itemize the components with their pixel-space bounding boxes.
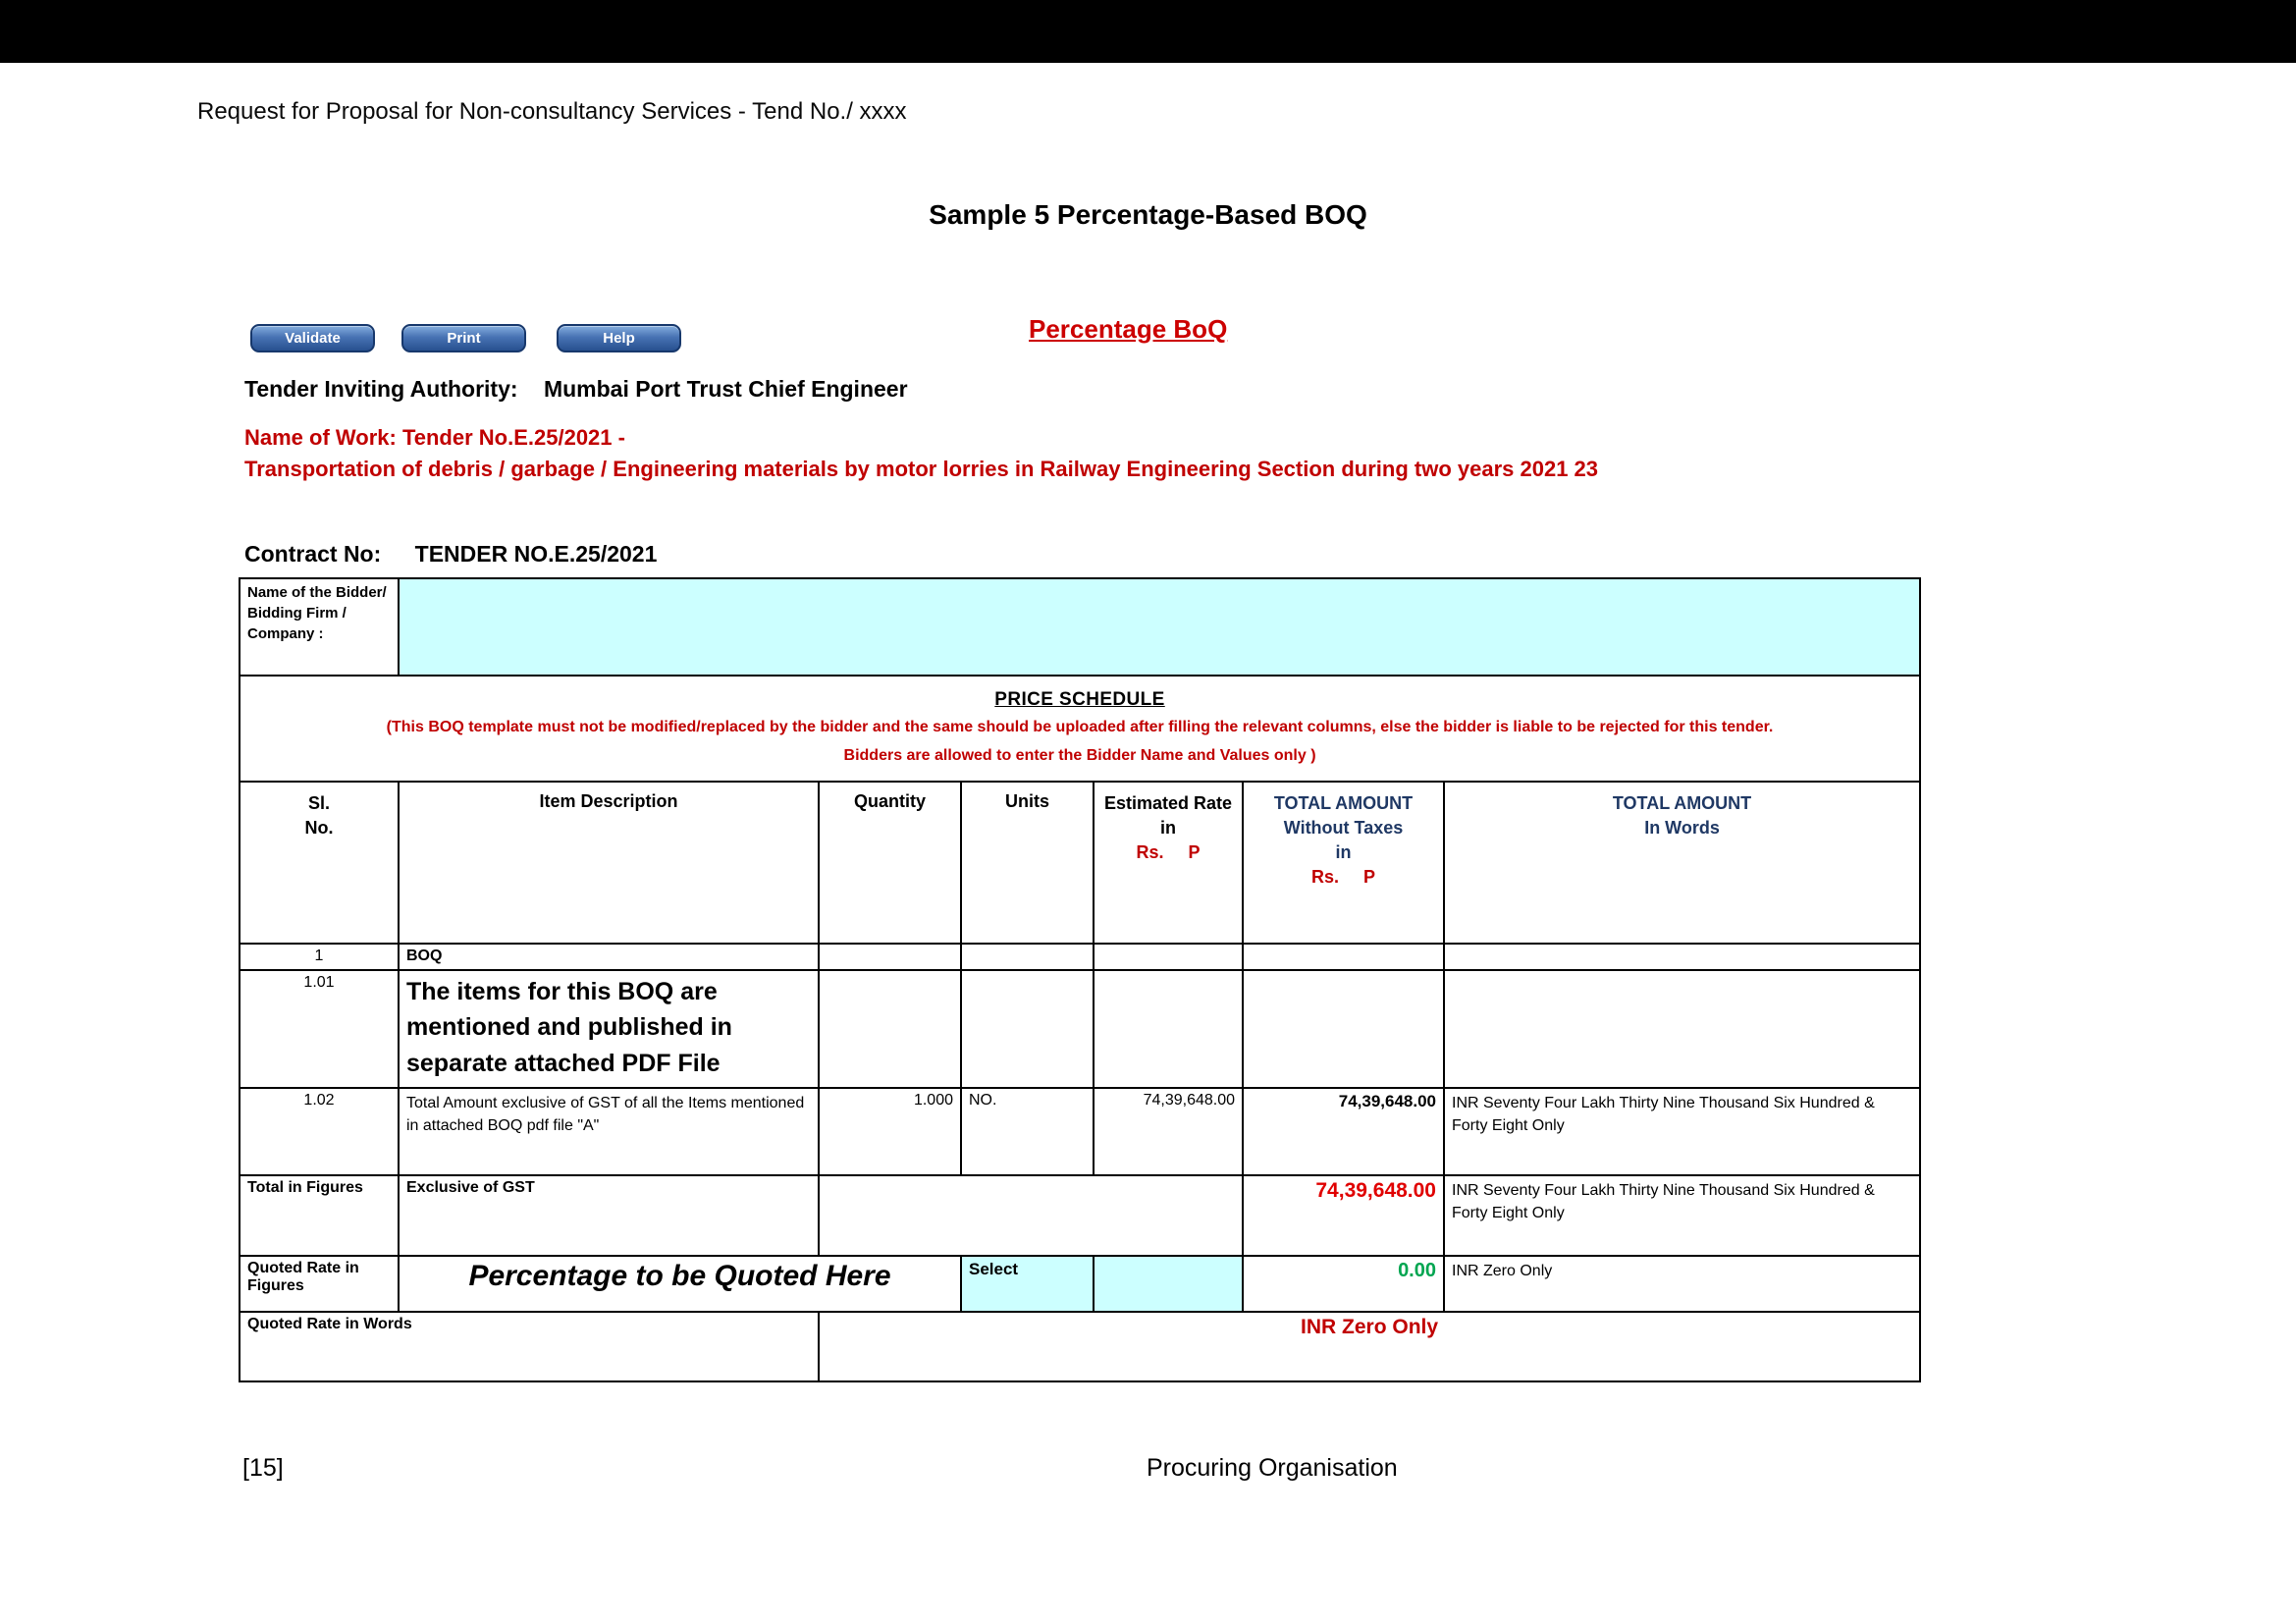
- total-amount-line1: TOTAL AMOUNT: [1273, 793, 1414, 813]
- col-header-sl-no: [240, 782, 399, 944]
- row-1-sl: 1: [240, 944, 399, 970]
- top-black-bar: [0, 0, 2296, 63]
- tender-authority-value: Mumbai Port Trust Chief Engineer: [543, 376, 908, 402]
- row-101-description: The items for this BOQ are mentioned and published in separate attached PDF File: [399, 970, 819, 1088]
- total-amount-line2: Without Taxes: [1283, 818, 1404, 838]
- percentage-select-dropdown[interactable]: Select: [961, 1256, 1094, 1312]
- price-schedule-note-1: (This BOQ template must not be modified/replaced by the bidder and the same should be uploaded after filling the relevant columns, else the bidder is liable to be rejected for this tender.: [386, 719, 1774, 735]
- quoted-amount-in-words: INR Zero Only: [1444, 1256, 1920, 1312]
- quoted-rate-words-label: Quoted Rate in Words: [240, 1312, 819, 1381]
- total-amount-value: 74,39,648.00: [1243, 1175, 1444, 1256]
- quoted-rate-figures-row: [240, 1256, 1920, 1312]
- empty-cell: [1094, 944, 1243, 970]
- estimated-rate-line3: Rs. P: [1136, 842, 1201, 862]
- empty-cell: [1243, 970, 1444, 1088]
- empty-cell: [819, 944, 961, 970]
- row-1-description: BOQ: [399, 944, 819, 970]
- price-schedule-note-2: Bidders are allowed to enter the Bidder Name and Values only ): [843, 747, 1316, 764]
- contract-number-label: Contract No:: [244, 541, 382, 567]
- col-header-sl-line2: No.: [304, 818, 334, 838]
- contract-number-value: TENDER NO.E.25/2021: [414, 541, 658, 567]
- tender-authority-line: [244, 376, 908, 403]
- document-header-text: Request for Proposal for Non-consultancy Services - Tend No./ xxxx: [197, 98, 907, 125]
- quoted-amount-value: 0.00: [1243, 1256, 1444, 1312]
- price-schedule-title: PRICE SCHEDULE: [994, 689, 1165, 710]
- row-102-units: NO.: [961, 1088, 1094, 1175]
- price-schedule-row: [240, 676, 1920, 782]
- quoted-rate-words-row: [240, 1312, 1920, 1381]
- help-button[interactable]: Help: [557, 324, 681, 352]
- quoted-rate-figures-label: Quoted Rate in Figures: [240, 1256, 399, 1312]
- total-amount-line4: Rs. P: [1310, 867, 1376, 887]
- col-header-units: Units: [961, 782, 1094, 944]
- empty-cell: [1243, 944, 1444, 970]
- table-row-1-02: [240, 1088, 1920, 1175]
- total-in-figures-label: Total in Figures: [240, 1175, 399, 1256]
- row-102-quantity: 1.000: [819, 1088, 961, 1175]
- col-header-total-amount: [1243, 782, 1444, 944]
- estimated-rate-line2: in: [1160, 818, 1176, 838]
- bidder-name-row: [240, 578, 1920, 676]
- total-words-line2: In Words: [1644, 818, 1720, 838]
- boq-type-heading: Percentage BoQ: [1029, 314, 1228, 344]
- contract-number-line: [244, 541, 657, 568]
- total-in-figures-row: [240, 1175, 1920, 1256]
- boq-table: [239, 577, 1921, 1382]
- row-102-estimated-rate: 74,39,648.00: [1094, 1088, 1243, 1175]
- empty-cell: [961, 970, 1094, 1088]
- total-amount-line3: in: [1335, 842, 1352, 862]
- price-schedule-cell: [240, 676, 1920, 782]
- validate-button[interactable]: Validate: [250, 324, 375, 352]
- col-header-sl-line1: Sl.: [307, 793, 330, 813]
- name-of-work-line2: Transportation of debris / garbage / Engineering materials by motor lorries in Railway Engineering Section during two years 2021 23: [244, 457, 1599, 481]
- row-102-total-amount: 74,39,648.00: [1243, 1088, 1444, 1175]
- table-row-1: [240, 944, 1920, 970]
- col-header-item-description: Item Description: [399, 782, 819, 944]
- row-101-sl: 1.01: [240, 970, 399, 1088]
- bidder-name-input[interactable]: [399, 578, 1920, 676]
- col-header-total-in-words: [1444, 782, 1920, 944]
- quoted-rate-words-value: INR Zero Only: [819, 1312, 1920, 1381]
- row-102-description: Total Amount exclusive of GST of all the Items mentioned in attached BOQ pdf file "A": [399, 1088, 819, 1175]
- total-words-line1: TOTAL AMOUNT: [1612, 793, 1752, 813]
- empty-cell: [819, 1175, 1243, 1256]
- col-header-estimated-rate: [1094, 782, 1243, 944]
- empty-cell: [819, 970, 961, 1088]
- empty-cell: [1444, 970, 1920, 1088]
- empty-cell: [1444, 944, 1920, 970]
- quoted-percentage-input[interactable]: [1094, 1256, 1243, 1312]
- print-button[interactable]: Print: [401, 324, 526, 352]
- tender-authority-label: Tender Inviting Authority:: [244, 376, 518, 402]
- empty-cell: [961, 944, 1094, 970]
- page-title: Sample 5 Percentage-Based BOQ: [929, 199, 1367, 230]
- name-of-work-line1: Name of Work: Tender No.E.25/2021 -: [244, 425, 625, 450]
- row-102-sl: 1.02: [240, 1088, 399, 1175]
- col-header-quantity: Quantity: [819, 782, 961, 944]
- name-of-work: [244, 422, 1962, 485]
- procuring-organisation-footer: Procuring Organisation: [1147, 1454, 1398, 1482]
- row-102-total-in-words: INR Seventy Four Lakh Thirty Nine Thousand Six Hundred & Forty Eight Only: [1444, 1088, 1920, 1175]
- percentage-quote-banner: Percentage to be Quoted Here: [399, 1256, 961, 1312]
- estimated-rate-line1: Estimated Rate: [1103, 793, 1233, 813]
- table-row-1-01: [240, 970, 1920, 1088]
- bidder-name-label: Name of the Bidder/ Bidding Firm / Company :: [240, 578, 399, 676]
- column-header-row: [240, 782, 1920, 944]
- empty-cell: [1094, 970, 1243, 1088]
- page-number: [15]: [242, 1454, 284, 1482]
- total-amount-in-words: INR Seventy Four Lakh Thirty Nine Thousand Six Hundred & Forty Eight Only: [1444, 1175, 1920, 1256]
- total-exclusive-gst-label: Exclusive of GST: [399, 1175, 819, 1256]
